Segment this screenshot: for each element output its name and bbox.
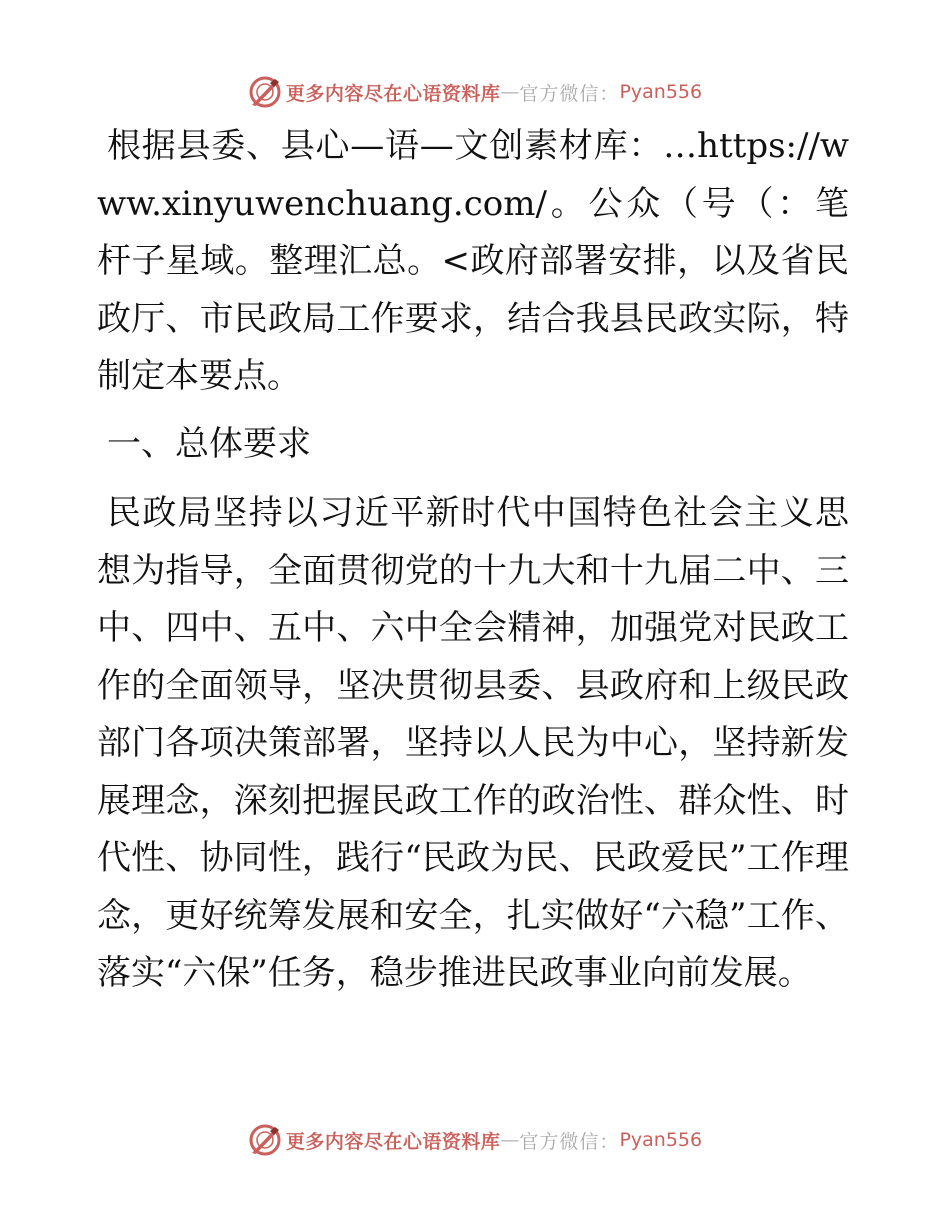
section-paragraph-general-requirements: 民政局坚持以习近平新时代中国特色社会主义思想为指导，全面贯彻党的十九大和十九届二中、三中、四中、五中、六中全会精神，加强党对民政工作的全面领导，坚决贯彻县委、县政府和上级民政部门各项决策部署，坚持以人民为中心，坚持新发展理念，深刻把握民政工作的政治性、群众性、时代性、协同性，践行“民政为民、民政爱民”工作理念，更好统筹发展和安全，扎实做好“六稳”工作、落实“六保”任务，稳步推进民政事业向前发展。 (97, 493, 849, 993)
header-separator: — (500, 81, 520, 103)
header-wechat-label: 官方微信： (519, 82, 620, 105)
footer-separator: — (500, 1129, 520, 1151)
footer-banner (0, 1118, 950, 1162)
document-body (97, 118, 849, 1003)
footer-wechat-id: Pyan556 (619, 1129, 703, 1151)
header-wechat-id: Pyan556 (619, 81, 703, 103)
quill-circle-logo-icon (248, 75, 282, 109)
footer-wechat-label: 官方微信： (519, 1130, 620, 1153)
footer-brand-text: 更多内容尽在心语资料库 (285, 1130, 501, 1153)
header-brand-text: 更多内容尽在心语资料库 (285, 82, 501, 105)
quill-circle-logo-icon (248, 1123, 282, 1157)
intro-paragraph: 根据县委、县心—语—文创素材库：…https://www.xinyuwenchuang.com/。公众（号（：笔杆子星域。整理汇总。<政府部署安排，以及省民政厅、市民政局工作要求，结合我县民政实际，特制定本要点。 (97, 126, 849, 396)
section-heading-general-requirements: 一、总体要求 (107, 423, 311, 464)
header-banner (0, 70, 950, 114)
